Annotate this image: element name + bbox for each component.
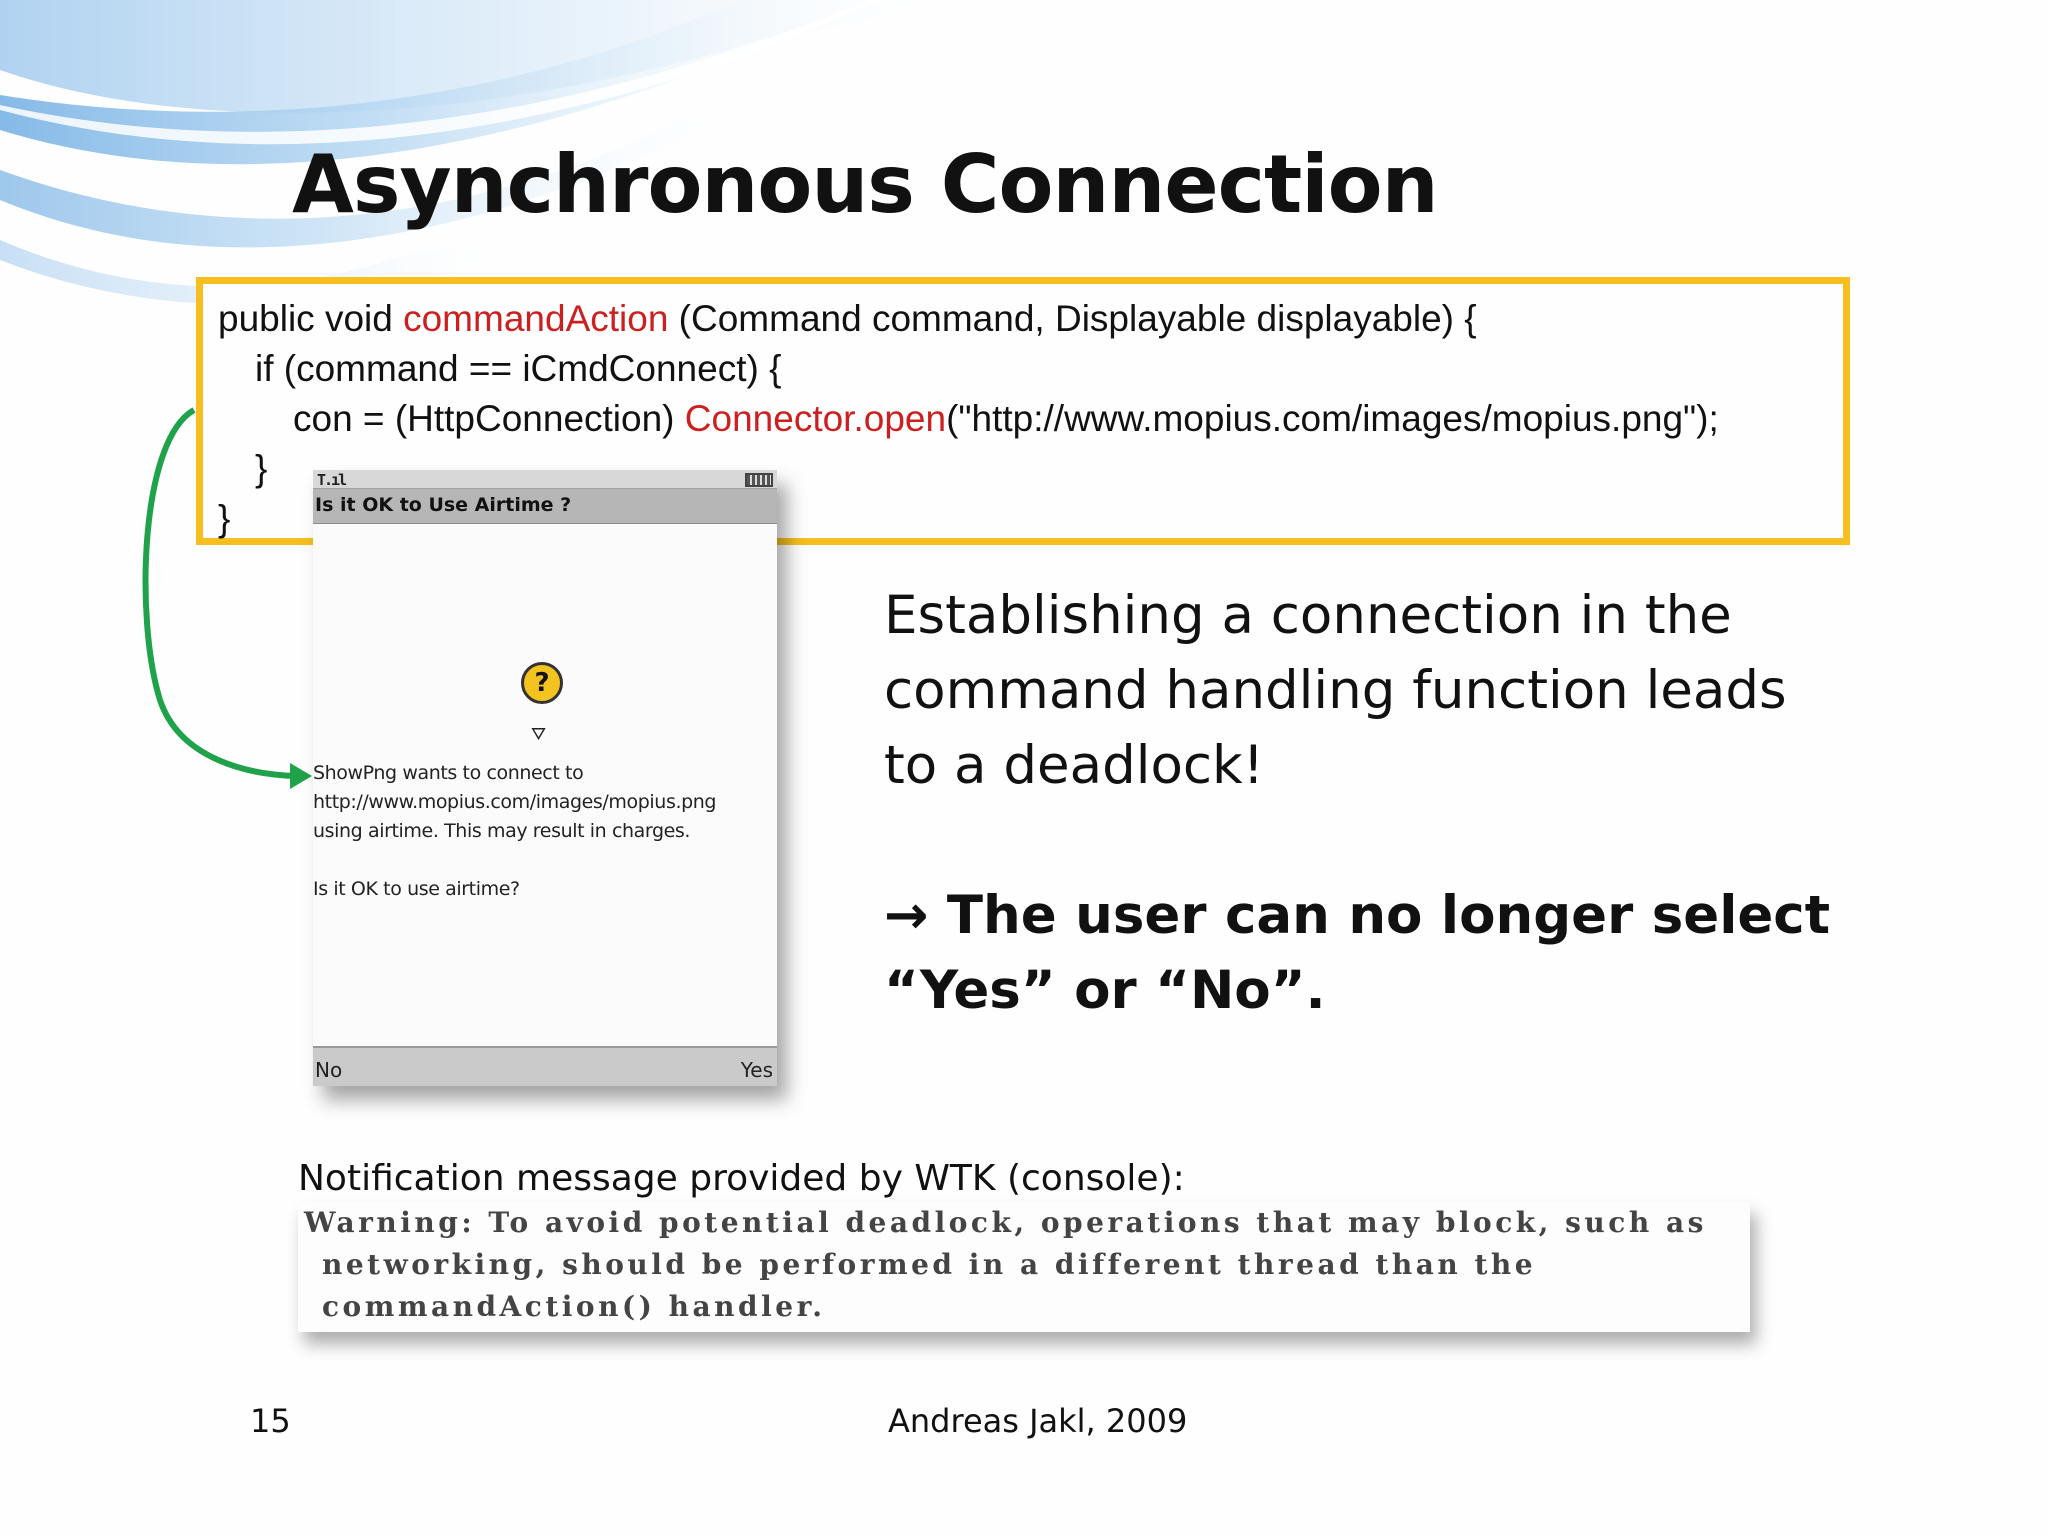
code-token: con = (HttpConnection) xyxy=(293,398,685,439)
code-token: ("http://www.mopius.com/images/mopius.png"); xyxy=(946,398,1719,439)
code-line-3 xyxy=(293,398,1719,440)
body-text-line: command handling function leads xyxy=(884,660,1787,721)
battery-icon xyxy=(745,473,773,487)
footer-author: Andreas Jakl, 2009 xyxy=(888,1402,1188,1440)
code-line-4: } xyxy=(255,448,268,489)
emphasis-text-line: “Yes” or “No”. xyxy=(884,960,1326,1021)
phone-screen xyxy=(313,470,777,1086)
network-icon: ⛛ xyxy=(531,724,547,745)
softkey-yes-button[interactable]: Yes xyxy=(740,1058,773,1082)
phone-message-line: Is it OK to use airtime? xyxy=(313,878,520,900)
phone-dialog-header xyxy=(313,489,777,524)
phone-message-line: http://www.mopius.com/images/mopius.png xyxy=(313,791,717,813)
body-text-line: Establishing a connection in the xyxy=(884,585,1732,646)
phone-message-line: ShowPng wants to connect to xyxy=(313,762,584,784)
console-line: networking, should be performed in a different thread than the xyxy=(322,1248,1537,1281)
code-method-connector-open: Connector.open xyxy=(684,398,947,439)
softkey-no-button[interactable]: No xyxy=(315,1058,343,1082)
code-token: public void xyxy=(218,298,404,339)
page-number: 15 xyxy=(250,1402,291,1440)
phone-message-line: using airtime. This may result in charges. xyxy=(313,820,691,842)
code-method-command-action: commandAction xyxy=(403,298,669,339)
code-line-2: if (command == iCmdConnect) { xyxy=(255,348,782,389)
emphasis-text-line: → The user can no longer select xyxy=(884,885,1831,946)
body-text-line: to a deadlock! xyxy=(884,735,1264,796)
code-token: (Command command, Displayable displayable) { xyxy=(668,298,1477,339)
phone-status-bar xyxy=(313,470,777,489)
console-caption: Notification message provided by WTK (console): xyxy=(298,1158,1185,1199)
phone-softkey-bar xyxy=(313,1046,777,1086)
console-line: Warning: To avoid potential deadlock, operations that may block, such as xyxy=(304,1206,1707,1239)
green-arrow xyxy=(130,400,330,800)
console-line: commandAction() handler. xyxy=(322,1290,826,1323)
code-line-5: } xyxy=(218,498,231,539)
phone-dialog-title: Is it OK to Use Airtime ? xyxy=(315,494,572,516)
code-line-1 xyxy=(218,298,1477,340)
signal-icon: T.ıl xyxy=(317,471,346,489)
slide-title: Asynchronous Connection xyxy=(292,138,1438,231)
question-icon: ? xyxy=(521,662,563,704)
console-message-box xyxy=(298,1202,1750,1332)
